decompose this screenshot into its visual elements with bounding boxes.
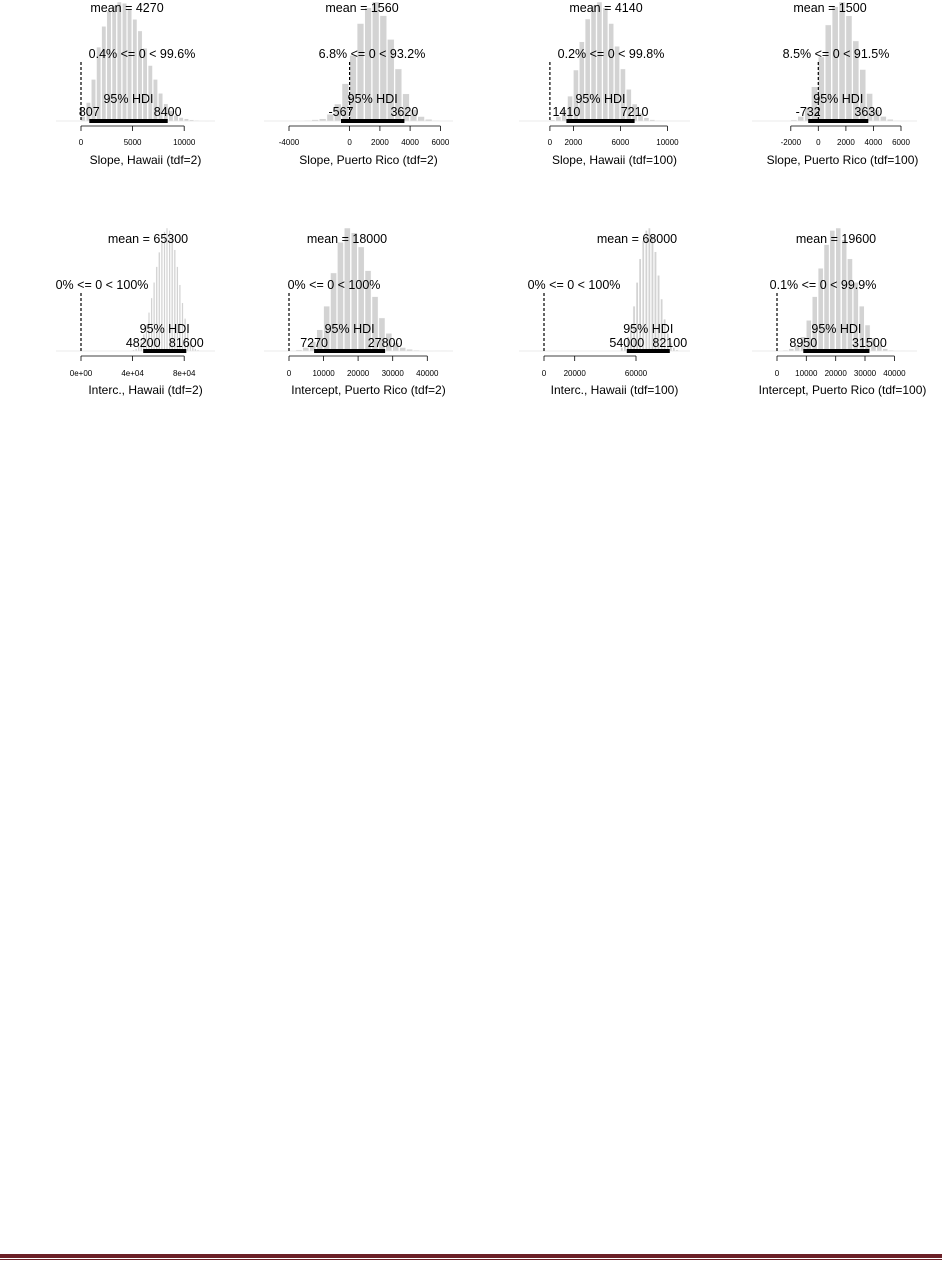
histogram-bar (418, 117, 425, 122)
mean-label: mean = 68000 (596, 232, 678, 246)
comparison-percent-label: 0.1% <= 0 < 99.9% (769, 278, 877, 292)
x-tick-label: 20000 (563, 369, 586, 378)
x-tick-label: 30000 (381, 369, 404, 378)
x-tick-label: 2000 (837, 138, 855, 147)
x-tick-label: 6000 (611, 138, 630, 147)
x-tick-label: 40000 (416, 369, 439, 378)
footer-rule-thin (0, 1259, 942, 1260)
x-tick-label: 10000 (656, 138, 679, 147)
hdi-high-label: 3620 (390, 105, 419, 119)
x-tick-label: 20000 (346, 369, 370, 378)
x-tick-label: 0e+00 (69, 369, 93, 378)
x-axis-title: Intercept, Puerto Rico (tdf=100) (758, 383, 927, 397)
hdi-low-label: -567 (328, 105, 354, 119)
x-axis-title: Interc., Hawaii (tdf=100) (550, 383, 679, 397)
hdi-label: 95% HDI (324, 322, 375, 336)
hdi-label: 95% HDI (347, 92, 398, 106)
x-axis-title: Slope, Puerto Rico (tdf=2) (299, 153, 438, 167)
hdi-label: 95% HDI (811, 322, 862, 336)
histogram-panel (519, 1, 690, 167)
comparison-percent-label: 0.4% <= 0 < 99.6% (88, 47, 196, 61)
hdi-label: 95% HDI (623, 322, 674, 336)
hdi-high-label: 82100 (652, 336, 688, 350)
hdi-low-label: 1410 (552, 105, 581, 119)
mean-label: mean = 65300 (107, 232, 189, 246)
x-tick-label: 10000 (173, 138, 196, 147)
histogram-panel (56, 228, 215, 397)
hdi-label: 95% HDI (813, 92, 864, 106)
x-axis-title: Slope, Puerto Rico (tdf=100) (766, 153, 919, 167)
hdi-high-label: 3630 (854, 105, 883, 119)
comparison-percent-label: 0% <= 0 < 100% (527, 278, 621, 292)
mean-label: mean = 4140 (569, 1, 643, 15)
x-tick-label: 0 (816, 138, 821, 147)
comparison-percent-label: 0% <= 0 < 100% (55, 278, 149, 292)
histogram-bar (184, 119, 188, 121)
comparison-percent-label: 8.5% <= 0 < 91.5% (782, 47, 890, 61)
x-tick-label: 0 (347, 138, 352, 147)
x-tick-label: 4000 (401, 138, 419, 147)
comparison-percent-label: 0.2% <= 0 < 99.8% (557, 47, 665, 61)
hdi-high-label: 31500 (852, 336, 887, 350)
mean-label: mean = 19600 (795, 232, 877, 246)
hdi-label: 95% HDI (103, 92, 154, 106)
x-tick-label: 0 (78, 138, 84, 147)
x-tick-label: 20000 (824, 369, 847, 378)
histogram-panel (519, 228, 690, 397)
x-tick-label: 10000 (312, 369, 335, 378)
posterior-histogram-grid (0, 0, 942, 420)
histogram-panel (264, 1, 453, 167)
comparison-percent-label: 6.8% <= 0 < 93.2% (318, 47, 426, 61)
histogram-bar (102, 26, 106, 121)
footer-rule (0, 1254, 942, 1258)
mean-label: mean = 1500 (793, 1, 867, 15)
x-tick-label: 6000 (431, 138, 450, 147)
histogram-bar (357, 24, 364, 122)
x-tick-label: 0 (541, 369, 547, 378)
histogram-bar (138, 31, 142, 121)
hdi-low-label: -732 (795, 105, 821, 119)
histogram-panel (752, 228, 926, 397)
histogram-bar (319, 119, 326, 121)
x-tick-label: 60000 (624, 369, 648, 378)
hdi-low-label: 8950 (789, 336, 818, 350)
hdi-high-label: 27800 (367, 336, 403, 350)
histogram-panel (752, 1, 918, 167)
x-axis-title: Slope, Hawaii (tdf=100) (551, 153, 678, 167)
x-tick-label: 8e+04 (172, 369, 196, 378)
hdi-low-label: 807 (78, 105, 100, 119)
x-tick-label: 10000 (795, 369, 818, 378)
x-tick-label: 2000 (564, 138, 583, 147)
hdi-high-label: 81600 (168, 336, 204, 350)
x-tick-label: 6000 (892, 138, 910, 147)
x-tick-label: 4000 (864, 138, 883, 147)
hdi-low-label: 48200 (125, 336, 161, 350)
x-tick-label: 0 (286, 369, 292, 378)
hdi-label: 95% HDI (139, 322, 190, 336)
mean-label: mean = 4270 (90, 1, 164, 15)
histogram-panel (264, 228, 453, 397)
histogram-bar (825, 25, 831, 121)
hdi-high-label: 7210 (620, 105, 649, 119)
histogram-bar (609, 24, 614, 122)
x-tick-label: -4000 (278, 138, 300, 147)
hdi-low-label: 54000 (609, 336, 645, 350)
mean-label: mean = 1560 (325, 1, 399, 15)
x-axis-title: Intercept, Puerto Rico (tdf=2) (291, 383, 446, 397)
x-tick-label: 0 (774, 369, 780, 378)
x-axis-title: Interc., Hawaii (tdf=2) (88, 383, 203, 397)
x-tick-label: 2000 (371, 138, 389, 147)
histogram-panel (56, 1, 215, 167)
x-tick-label: 5000 (123, 138, 142, 147)
x-tick-label: 4e+04 (121, 369, 144, 378)
hdi-low-label: 7270 (300, 336, 329, 350)
mean-label: mean = 18000 (306, 232, 388, 246)
x-tick-label: 0 (547, 138, 553, 147)
x-axis-title: Slope, Hawaii (tdf=2) (89, 153, 202, 167)
hdi-label: 95% HDI (575, 92, 626, 106)
hdi-high-label: 8400 (153, 105, 182, 119)
x-tick-label: -2000 (780, 138, 802, 147)
x-tick-label: 30000 (853, 369, 877, 378)
x-tick-label: 40000 (883, 369, 906, 378)
comparison-percent-label: 0% <= 0 < 100% (287, 278, 381, 292)
